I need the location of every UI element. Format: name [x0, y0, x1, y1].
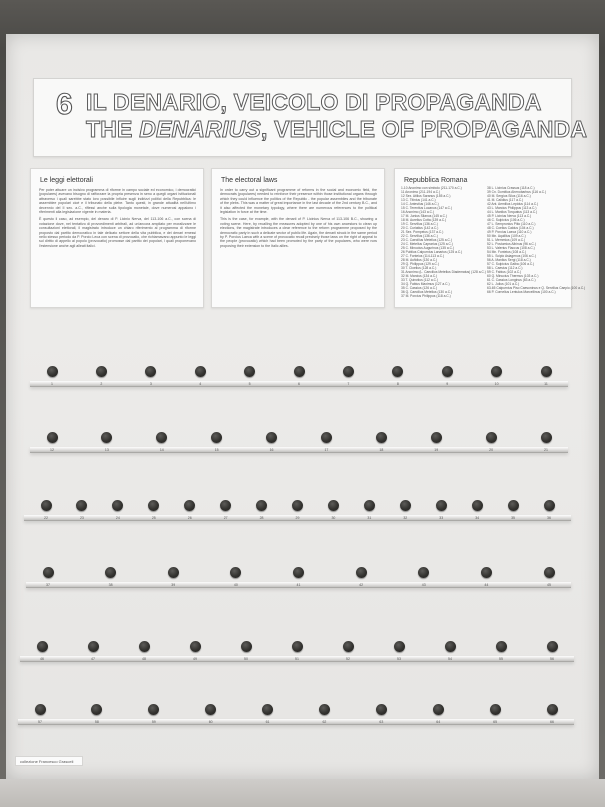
- denarius-coin: [472, 500, 483, 511]
- coin-number-label: 14: [159, 448, 164, 452]
- coin-number-label: 4: [199, 382, 202, 386]
- denarius-coin: [544, 567, 555, 578]
- denarius-coin: [241, 641, 252, 652]
- coin-number-label: 66: [550, 720, 554, 724]
- coin-number-label: 9: [446, 382, 449, 386]
- coin-number-label: 25: [151, 516, 156, 520]
- coin-number-label: 59: [151, 720, 156, 724]
- coin-number-label: 65: [493, 720, 498, 724]
- coin-number-label: 42: [359, 583, 364, 587]
- coin-number-label: 35: [511, 516, 516, 520]
- coin-number-label: 55: [499, 657, 503, 661]
- denarius-coin: [431, 432, 442, 443]
- coin-index-entry: 25 C. Minucius Augurinus (135 a.C.): [401, 246, 454, 250]
- coin-index-entry: 48 C. Coelius Caldus (104 a.C.): [487, 226, 534, 230]
- denarius-coin: [445, 641, 456, 652]
- denarius-coin: [328, 500, 339, 511]
- denarius-coin: [481, 567, 492, 578]
- denarius-coin: [47, 366, 58, 377]
- coin-number-label: 64: [436, 720, 441, 724]
- coin-index-entry: 19 C. Servilius (136 a.C.): [401, 222, 438, 226]
- denarius-coin: [321, 432, 332, 443]
- title-english-prefix: THE: [86, 116, 140, 142]
- coin-number-label: 2: [100, 382, 103, 386]
- denarius-coin: [547, 704, 558, 715]
- coin-number-label: 13: [104, 448, 109, 452]
- coin-number-label: 28: [259, 516, 264, 520]
- denarius-coin: [541, 366, 552, 377]
- coin-index-entry: 21 Sex. Pompeius (137 a.C.): [401, 230, 444, 234]
- denarius-coin: [294, 366, 305, 377]
- plate-body: [39, 188, 196, 251]
- coin-number-label: 22: [44, 516, 48, 520]
- coin-index-entry: 55 L. Scipio Asiagenus (106 a.C.): [487, 254, 536, 258]
- coin-number-label: 32: [403, 516, 408, 520]
- text-plate-italian: [30, 168, 204, 308]
- denarius-coin: [266, 432, 277, 443]
- denarius-coin: [41, 500, 52, 511]
- denarius-coin: [262, 704, 273, 715]
- coin-number-label: 46: [40, 657, 44, 661]
- coin-number-label: 34: [475, 516, 480, 520]
- coin-number-label: 18: [379, 448, 384, 452]
- plate-heading: The electoral laws: [221, 177, 278, 184]
- coin-index-entry: 32 M. Marcius (134 a.C.): [401, 274, 438, 278]
- plate-heading: Le leggi elettorali: [40, 177, 93, 184]
- coin-number-label: 33: [439, 516, 444, 520]
- coin-number-label: 37: [46, 583, 50, 587]
- coin-index-entry: 46 C. Sulpicius (106 a.C.): [487, 218, 525, 222]
- coin-index-entry: 24 C. Metellus Caprarius (125 a.C.): [401, 242, 453, 246]
- denarius-coin: [190, 641, 201, 652]
- plate-paragraph: In order to carry out a significant programme of reforms in the social and economic field, the democrats (populares) needed to reinforce their presence within those institutional organs through which they could influence the politics of the Republic - the popular assemblies and the tribunate of the plebs. This was a matter of great importance in the last decade of the 2nd century B.C., and it also affected the monetary typology, where there are numerous references to the political legislation in force at the time.: [220, 188, 377, 215]
- coin-index-entry: 44 L. Manlius Torquatus (113 a.C.): [487, 210, 538, 214]
- coin-number-label: 30: [331, 516, 336, 520]
- coin-index-entry: 17 M. Junius Silanus (145 a.C.): [401, 214, 447, 218]
- coin-index-entry: 12 Sex. Atilius Saranus (155 a.C.): [401, 194, 451, 198]
- coin-number-label: 29: [295, 516, 300, 520]
- coin-index-entry: 31 Anonimo (L. Caecilius Metellus Diadematus) (128 a.C.): [401, 270, 486, 274]
- plate-paragraph: È questo il caso, ad esempio, del denaro di P. Licinio Nerva, del 113-106 a.C., con scena di votazione dove, nel tentativo di provvedimenti arbitrali, ad un'ancora ampliato per moralizzare le consultazioni elettorali, il magistrato introduce un chiaro riferimento al programma di riforme proposto dal partito democratico in tale delicato settore della vita pubblica, e dei denari emessi nello stesso periodo da P. Porcio Leca con scena di provocatio, che richiamavano appunto le leggi sul diritto di appello al popolo (provocatio) promosse dal partito dei popolari, i quali proponevano l'estensione anche agli alleati italici.: [39, 217, 196, 248]
- coin-number-label: 48: [142, 657, 146, 661]
- plate-body: [220, 188, 377, 251]
- collection-credit: collezione Francesco Grasceli: [15, 756, 83, 766]
- denarius-coin: [195, 366, 206, 377]
- denarius-coin: [139, 641, 150, 652]
- coin-index-entry: 1-10 Anonimo con simbolo (211-170 a.C.): [401, 186, 462, 190]
- coin-number-label: 57: [38, 720, 42, 724]
- denarius-coin: [35, 704, 46, 715]
- denarius-coin: [96, 366, 107, 377]
- coin-number-label: 10: [494, 382, 499, 386]
- denarius-coin: [292, 641, 303, 652]
- plate-paragraph: Per poter attuare un incisivo programma di riforme in campo sociale ed economico, i democratici (populares) avevano bisogno di rafforzare la propria presenza in seno a quegli organi istituzionali attraverso i quali sarebbe stato loro possibile influire sugli indirizzi politici della Repubblica: le assemblee popolari cioè e il tribunato della plebe. Tanto questi, in grande attualità nell'ultimo decennio del II sec. a.C., riflessi anche sulla tipologia monetale, dove numerosi appaiono i riferimenti alla legislazione vigente in materia.: [39, 188, 196, 215]
- coin-index-entry: 49 P. Porcius Laeca (110 a.C.): [487, 230, 532, 234]
- coin-number-label: 31: [367, 516, 372, 520]
- denarius-coin: [293, 567, 304, 578]
- title-english-emphasis: DENARIUS: [139, 116, 261, 142]
- coin-number-label: 6: [298, 382, 300, 386]
- denarius-coin: [37, 641, 48, 652]
- coin-number-label: 5: [248, 382, 251, 386]
- coin-index-entry: 53 L. Valerius Flaccus (108 a.C.): [487, 246, 535, 250]
- coin-index-list: [401, 186, 586, 298]
- title-plate: [33, 78, 588, 157]
- coin-index-entry: 15 C. Terentius Lucanus (147 a.C.): [401, 206, 453, 210]
- denarius-coin: [490, 704, 501, 715]
- coin-number-label: 40: [233, 583, 238, 587]
- coin-index-entry: 59 C. Fabius (102 a.C.): [487, 270, 522, 274]
- coin-index-entry: 63-65 Calpurnius Piso Caesoninus e Q. Servilius Caepio (100 a.C.): [487, 286, 586, 290]
- coin-index-entry: 14 C. Antestius (146 a.C.): [401, 202, 439, 206]
- coin-number-label: 56: [550, 657, 554, 661]
- denarius-coin: [356, 567, 367, 578]
- denarius-coin: [376, 704, 387, 715]
- coin-number-label: 3: [149, 382, 152, 386]
- coin-number-label: 47: [91, 657, 95, 661]
- coin-index-entry: 16 Anonimo (143 a.C.): [401, 210, 434, 214]
- coin-index-entry: 28 M. Aufidius (130 a.C.): [401, 258, 438, 262]
- coin-index-entry: 20 C. Curiatius (142 a.C.): [401, 226, 439, 230]
- coin-number-label: 36: [547, 516, 551, 520]
- coin-index-entry: 39 Cn. Domitius Ahenobarbus (116 a.C.): [487, 190, 547, 194]
- coin-number-label: 52: [346, 657, 350, 661]
- coin-number-label: 41: [296, 583, 301, 587]
- coin-index-entry: 30 T. Cloelius (128 a.C.): [401, 266, 437, 270]
- coin-index-entry: 58 L. Caesius (112 a.C.): [487, 266, 523, 270]
- coin-index-entry: 13 C. Titinius (141 a.C.): [401, 198, 436, 202]
- coin-number-label: 38: [108, 583, 113, 587]
- text-plate-english: [211, 168, 385, 308]
- coin-index-entry: 41 M. Calidius (117 a.C.): [487, 198, 524, 202]
- coin-number-label: 7: [347, 382, 350, 386]
- denarius-coin: [400, 500, 411, 511]
- denarius-coin: [319, 704, 330, 715]
- coin-index-entry: 62 L. Julius (101 a.C.): [487, 282, 520, 286]
- coin-index-entry: 43 L. Marcius Philippus (113 a.C.): [487, 206, 537, 210]
- denarius-coin: [508, 500, 519, 511]
- coin-index-entry: 35 C. Cassius (126 a.C.): [401, 286, 438, 290]
- coin-index-entry: 18 M. Aurelius Cotta (139 a.C.): [401, 218, 447, 222]
- title-english-suffix: , VEHICLE OF PROPAGANDA: [260, 116, 588, 142]
- coin-number-label: 16: [269, 448, 274, 452]
- coin-number-label: 43: [421, 583, 426, 587]
- denarius-coin: [376, 432, 387, 443]
- coin-number-label: 49: [193, 657, 197, 661]
- coin-index-entry: 45 P. Licinius Nerva (113 a.C.): [487, 214, 532, 218]
- coin-number-label: 51: [295, 657, 299, 661]
- coin-index-entry: 42 Ant. Aemilius Lepidus (114 a.C.): [487, 202, 539, 206]
- coin-index-entry: 11 Anonimo (211-194 a.C.): [401, 190, 441, 194]
- coin-index-entry: 61 C. Cassius Longinus (63 a.C.): [487, 278, 536, 282]
- display-case-floor: [0, 779, 605, 807]
- title-english: [86, 116, 588, 143]
- plate-heading: Repubblica Romana: [404, 177, 468, 184]
- denarius-coin: [364, 500, 375, 511]
- coin-number-label: 62: [322, 720, 327, 724]
- coin-number-label: 1: [51, 382, 53, 386]
- denarius-coin: [496, 641, 507, 652]
- coin-index-entry: 60 Q. Minucius Thermus (103 a.C.): [487, 274, 539, 278]
- plate-paragraph: This is the case, for example, with the denarii of P. Licinius Nerva of 113-106 B.C., showing a voting scene. Here, by recalling the measures adopted by one of his own ancestors to clean up elections, the magistrate introduces a clear reference to the reform programme proposed by the democratic party in such a delicate sector of public life. Again, the denarii struck in the same period by P. Porcius Laeca with a scene of provocatio recall precisely those laws on the right of appeal to the people (provocatio) which had been promoted by the party of the populares, who were now proposing their extension to the Italic allies.: [220, 217, 378, 248]
- denarius-coin: [541, 432, 552, 443]
- coin-index-entry: 57 C. Sulpicius Galba (106 a.C.): [487, 262, 535, 266]
- denarius-coin: [343, 641, 354, 652]
- coin-number-label: 8: [396, 382, 399, 386]
- coin-index-entry: 54 Mn. Fonteius (108 a.C.): [487, 250, 527, 254]
- coin-number-label: 20: [489, 448, 494, 452]
- coin-number-label: 12: [50, 448, 54, 452]
- coin-number-label: 63: [379, 720, 384, 724]
- coin-index-entry: 52 L. Postumius Albinus (96 a.C.): [487, 242, 536, 246]
- denarius-coin: [292, 500, 303, 511]
- denarius-coin: [43, 567, 54, 578]
- coin-index-entry: 37 M. Porcius Philippus (118 a.C.): [401, 294, 451, 298]
- coin-index-entry: 34 Q. Fabius Maximus (127 a.C.): [401, 282, 450, 286]
- denarius-coin: [433, 704, 444, 715]
- text-plate-coin-list: [394, 168, 586, 308]
- coin-number-label: 23: [79, 516, 84, 520]
- coin-index-entry: 23 C. Caecilius Metellus (125 a.C.): [401, 238, 452, 242]
- coin-index-entry: 38 L. Licinius Crassus (118 a.C.): [487, 186, 535, 190]
- denarius-coin: [256, 500, 267, 511]
- coin-index-entry: 29 Q. Philippus (129 a.C.): [401, 262, 439, 266]
- coin-number-label: 27: [223, 516, 228, 520]
- denarius-coin: [88, 641, 99, 652]
- coin-number-label: 58: [94, 720, 99, 724]
- coin-number-label: 19: [434, 448, 439, 452]
- coin-index-entry: 66 P. Cornelius Lentulus Marcellinus (100 a.C.): [487, 290, 556, 294]
- denarius-coin: [47, 432, 58, 443]
- denarius-coin: [168, 567, 179, 578]
- coin-index-entry: 26 Publius Calpurnius Lanarius (125 a.C.): [401, 250, 463, 254]
- coin-number-label: 54: [448, 657, 452, 661]
- coin-index-entry: 40 M. Sergius Silus (116 a.C.): [487, 194, 531, 198]
- denarius-coin: [486, 432, 497, 443]
- title-italian: IL DENARIO, VEICOLO DI PROPAGANDA: [86, 89, 542, 115]
- coin-index-entry: 22 C. Servilius (136 a.C.): [401, 234, 438, 238]
- coin-index-entry: 56 A. Manlius Sergi (118 a.C.): [487, 258, 531, 262]
- coin-number-label: 11: [544, 382, 548, 386]
- denarius-coin: [547, 641, 558, 652]
- coin-index-entry: 47 L. Sempronius Pitio (110 a.C.): [487, 222, 536, 226]
- coin-index-entry: 50 Mn. Aquillius (109 a.C.): [487, 234, 526, 238]
- coin-number-label: 50: [244, 657, 248, 661]
- coin-number-label: 53: [397, 657, 401, 661]
- denarius-coin: [436, 500, 447, 511]
- coin-number-label: 61: [265, 720, 270, 724]
- coin-number-label: 45: [547, 583, 551, 587]
- coin-number-label: 21: [544, 448, 548, 452]
- coin-number-label: 26: [187, 516, 192, 520]
- coin-index-entry: 33 T. Quinctius (112 a.C.): [401, 278, 439, 282]
- denarius-coin: [544, 500, 555, 511]
- coin-number-label: 39: [171, 583, 176, 587]
- coin-number-label: 15: [214, 448, 219, 452]
- coin-number-label: 44: [484, 583, 489, 587]
- denarius-coin: [442, 366, 453, 377]
- section-number: 6: [56, 88, 73, 121]
- denarius-coin: [394, 641, 405, 652]
- coin-index-entry: 51 L. Memmius (109 a.C.): [487, 238, 526, 242]
- coin-number-label: 60: [208, 720, 213, 724]
- coin-number-label: 17: [324, 448, 329, 452]
- coin-index-entry: 36 Q. Caecilius Metellus (130 a.C.): [401, 290, 453, 294]
- coin-number-label: 24: [115, 516, 120, 520]
- coin-index-entry: 27 C. Fonteius (114-113 a.C.): [401, 254, 445, 258]
- denarius-coin: [343, 366, 354, 377]
